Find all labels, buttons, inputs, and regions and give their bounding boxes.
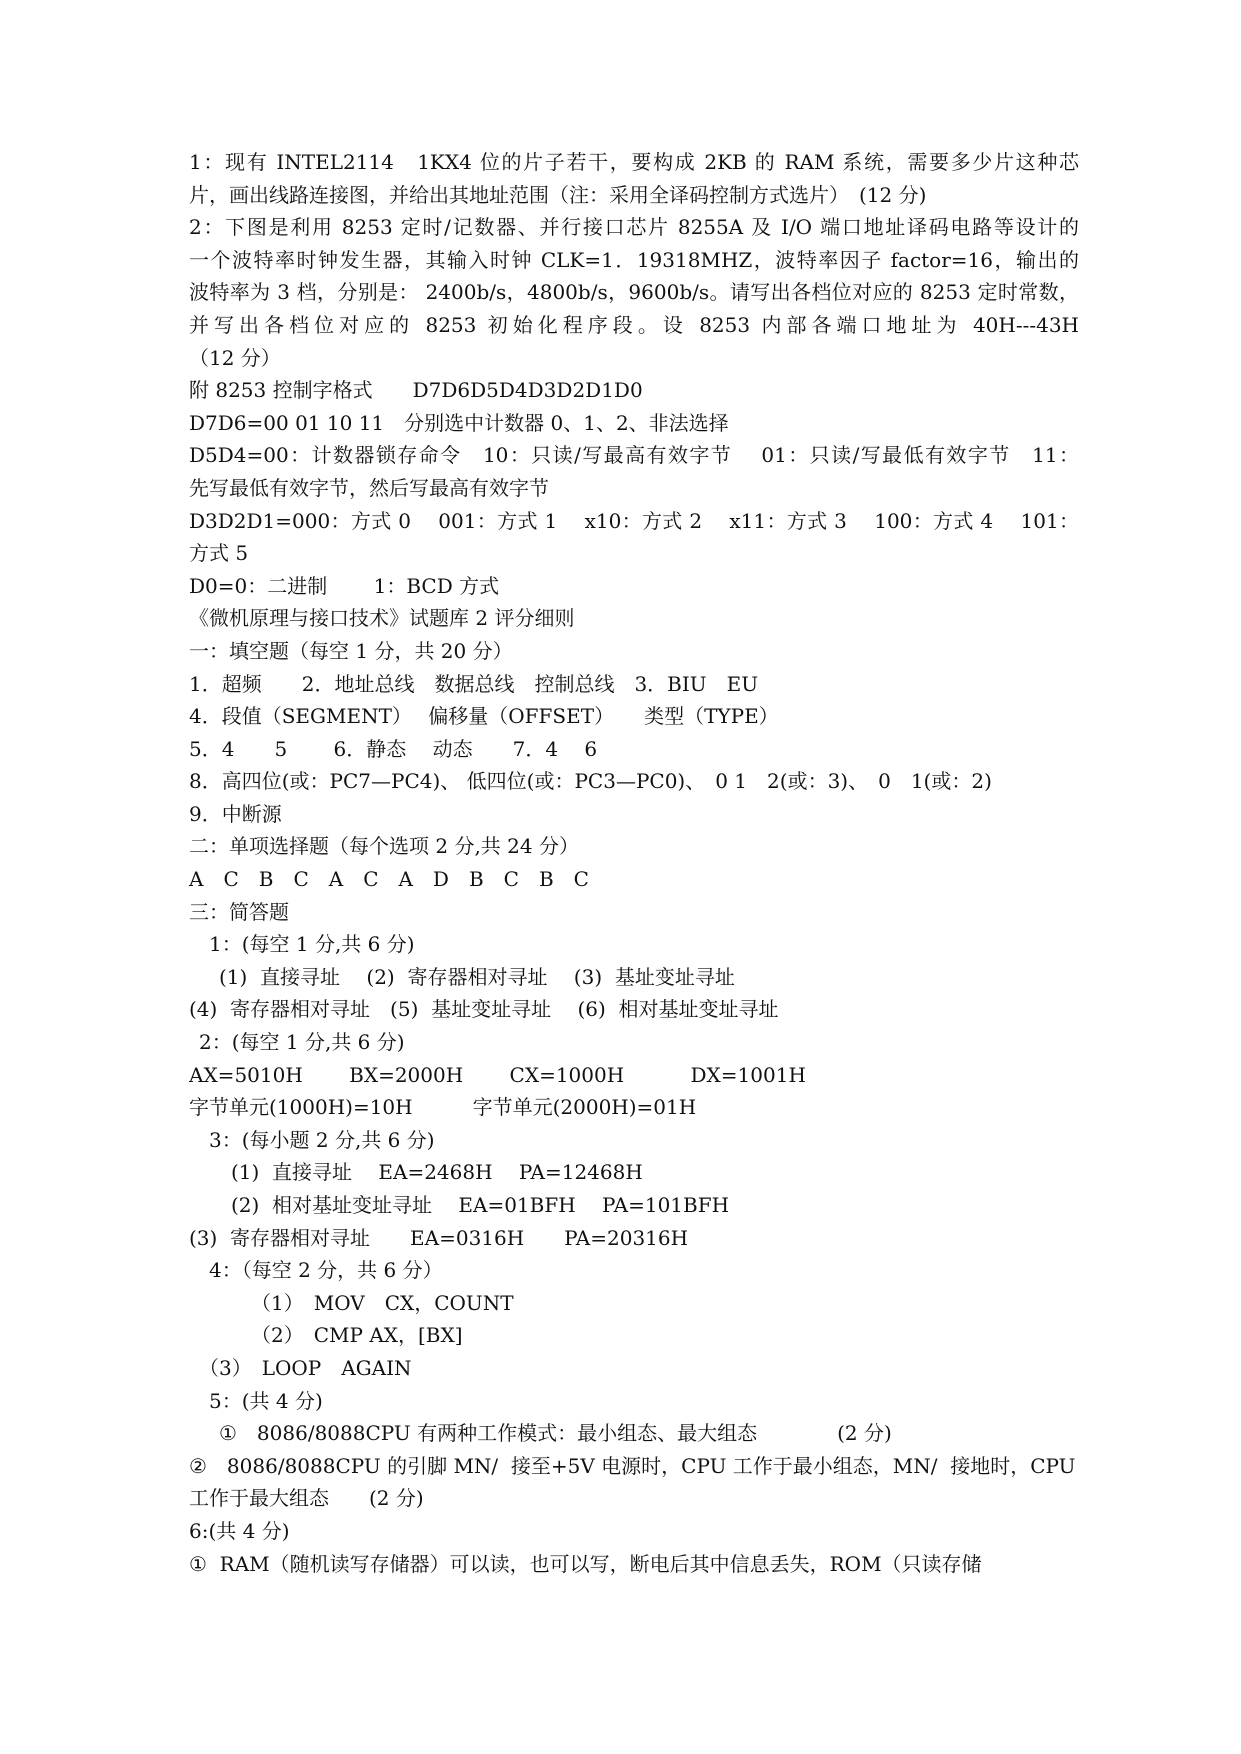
section-title: 《微机原理与接口技术》试题库 2 评分细则	[189, 606, 575, 631]
text-line: 先写最低有效字节，然后写最高有效字节	[189, 475, 549, 500]
section-heading: 三：简答题	[189, 899, 289, 924]
text-line: ② 8086/8088CPU 的引脚 MN/ 接至+5V 电源时，CPU 工作于最小组态，MN/ 接地时，CPU	[189, 1453, 1076, 1478]
text-line: 1：现有 INTEL2114 1KX4 位的片子若干，要构成 2KB 的 RAM 系统，需要多少片这种芯	[189, 150, 1079, 174]
text-line: 9．中断源	[189, 801, 282, 826]
text-line: ① 8086/8088CPU 有两种工作模式：最小组态、最大组态 (2 分)	[219, 1421, 892, 1446]
text-line: 波特率为 3 档，分别是： 2400b/s，4800b/s，9600b/s。请写出各档位对应的 8253 定时常数，	[189, 280, 1079, 305]
question-heading: 4：（每空 2 分，共 6 分）	[209, 1258, 443, 1283]
text-line: AX=5010H BX=2000H CX=1000H DX=1001H	[189, 1062, 806, 1087]
text-line: 附 8253 控制字格式 D7D6D5D4D3D2D1D0	[189, 378, 643, 403]
text-line: 并写出各档位对应的 8253 初始化程序段。设 8253 内部各端口地址为 40H---43H	[189, 312, 1079, 337]
section-heading: 二：单项选择题（每个选项 2 分,共 24 分）	[189, 834, 579, 859]
question-heading: 2：(每空 1 分,共 6 分)	[199, 1030, 405, 1055]
question-heading: 3：(每小题 2 分,共 6 分)	[209, 1127, 435, 1152]
text-line: （12 分）	[189, 345, 281, 370]
text-line: （1） MOV CX，COUNT	[251, 1290, 514, 1315]
question-heading: 1：(每空 1 分,共 6 分)	[209, 932, 415, 957]
text-line: D7D6=00 01 10 11 分别选中计数器 0、1、2、非法选择	[189, 410, 729, 435]
text-line: 字节单元(1000H)=10H 字节单元(2000H)=01H	[189, 1095, 697, 1120]
text-line: 片，画出线路连接图，并给出其地址范围（注：采用全译码控制方式选片） (12 分)	[189, 182, 927, 207]
text-line: D5D4=00：计数器锁存命令 10：只读/写最高有效字节 01：只读/写最低有效字节 11：	[189, 443, 1079, 468]
text-line: D3D2D1=000：方式 0 001：方式 1 x10：方式 2 x11：方式 3 100：方式 4 101：	[189, 508, 1079, 533]
section-heading: 一：填空题（每空 1 分，共 20 分）	[189, 638, 513, 663]
text-line: (2) 相对基址变址寻址 EA=01BFH PA=101BFH	[231, 1193, 730, 1217]
text-line: (1) 直接寻址 (2) 寄存器相对寻址 (3) 基址变址寻址	[219, 964, 735, 989]
text-line: 8．高四位(或：PC7—PC4)、 低四位(或：PC3—PC0)、 0 1 2(或：3)、 0 1(或：2)	[189, 769, 992, 794]
question-heading: 6:(共 4 分)	[189, 1518, 290, 1543]
text-line: 一个波特率时钟发生器，其输入时钟 CLK=1．19318MHZ，波特率因子 factor=16，输出的	[189, 247, 1079, 272]
text-line: (1) 直接寻址 EA=2468H PA=12468H	[231, 1160, 643, 1185]
document-body	[189, 146, 1079, 1580]
text-line: 4．段值（SEGMENT） 偏移量（OFFSET） 类型（TYPE）	[189, 704, 779, 729]
text-line: （3） LOOP AGAIN	[199, 1355, 412, 1380]
text-line: 工作于最大组态 (2 分)	[189, 1486, 424, 1511]
text-line: （2） CMP AX，[BX]	[251, 1323, 463, 1348]
text-line: 5．4 5 6．静态 动态 7．4 6	[189, 736, 598, 761]
text-line: D0=0：二进制 1：BCD 方式	[189, 573, 500, 598]
text-line: 2：下图是利用 8253 定时/记数器、并行接口芯片 8255A 及 I/O 端口地址译码电路等设计的	[189, 215, 1079, 240]
text-line: (3) 寄存器相对寻址 EA=0316H PA=20316H	[189, 1225, 689, 1250]
text-line: ① RAM（随机读写存储器）可以读，也可以写，断电后其中信息丢失，ROM（只读存储	[189, 1551, 982, 1576]
text-line: 方式 5	[189, 541, 249, 566]
text-line: (4) 寄存器相对寻址 (5) 基址变址寻址 (6) 相对基址变址寻址	[189, 997, 779, 1022]
text-line: A C B C A C A D B C B C	[189, 867, 589, 892]
question-heading: 5：(共 4 分)	[209, 1388, 323, 1413]
text-line: 1．超频 2．地址总线 数据总线 控制总线 3．BIU EU	[189, 671, 759, 696]
